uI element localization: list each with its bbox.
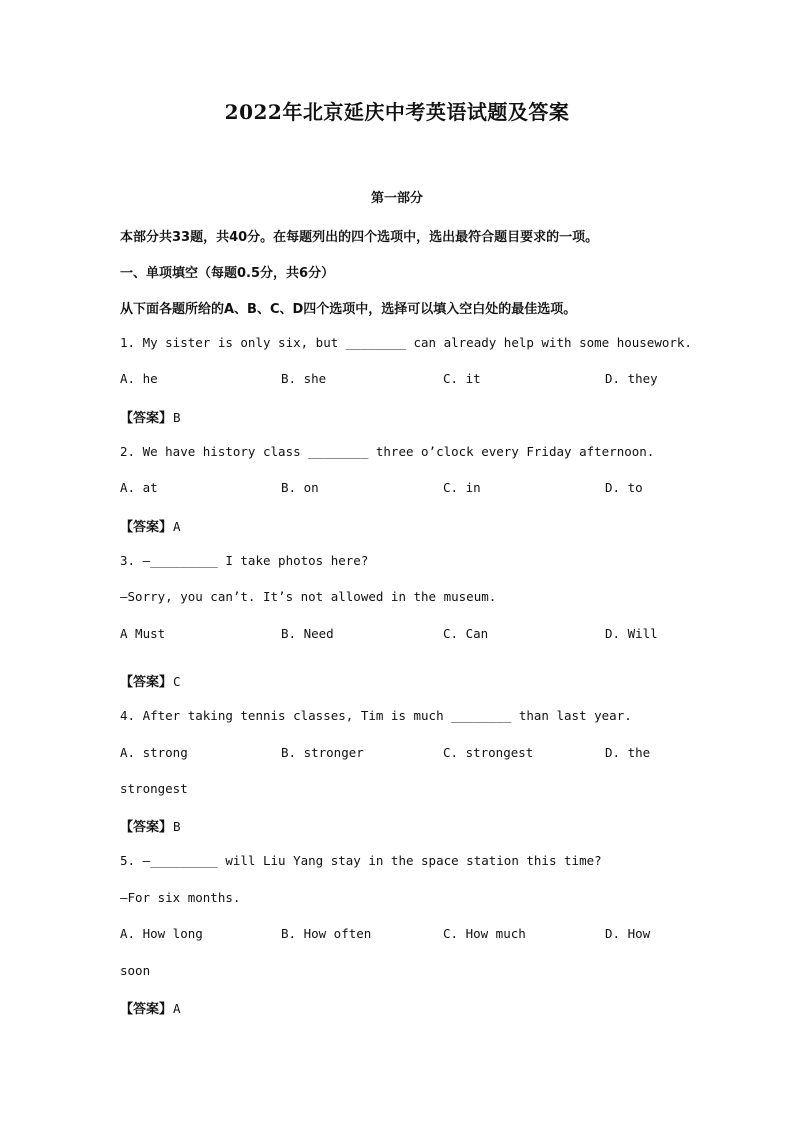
question-2-options xyxy=(120,480,680,498)
answer-value: B xyxy=(173,410,181,425)
option-c: C. in xyxy=(443,480,481,495)
option-c: C. strongest xyxy=(443,745,534,760)
answer-value: B xyxy=(173,819,181,834)
option-d: D. to xyxy=(605,480,643,495)
question-4-option-wrap: strongest xyxy=(120,781,188,796)
answer-label: 【答案】 xyxy=(120,675,173,690)
question-2-answer xyxy=(120,516,181,535)
option-a: A. strong xyxy=(120,745,188,760)
answer-value: A xyxy=(173,1001,181,1016)
option-b: B. on xyxy=(281,480,319,495)
answer-label: 【答案】 xyxy=(120,820,173,835)
option-b: B. How often xyxy=(281,926,372,941)
option-b: B. stronger xyxy=(281,745,364,760)
option-c: C. it xyxy=(443,371,481,386)
answer-value: A xyxy=(173,519,181,534)
question-5-options xyxy=(120,926,680,944)
option-d: D. they xyxy=(605,371,658,386)
question-4-answer xyxy=(120,816,181,835)
option-b: B. Need xyxy=(281,626,334,641)
option-a: A. How long xyxy=(120,926,203,941)
question-3-options xyxy=(120,626,680,644)
answer-value: C xyxy=(173,674,181,689)
part-heading: 一、单项填空（每题0.5分，共6分） xyxy=(120,266,335,281)
part-instruction: 从下面各题所给的A、B、C、D四个选项中，选择可以填入空白处的最佳选项。 xyxy=(120,302,577,317)
question-2-stem: 2. We have history class ________ three o’clock every Friday afternoon. xyxy=(120,444,655,459)
question-3-reply: —Sorry, you can’t. It’s not allowed in the museum. xyxy=(120,589,497,604)
question-1-answer xyxy=(120,407,181,426)
question-3-answer xyxy=(120,671,181,690)
answer-label: 【答案】 xyxy=(120,411,173,426)
question-5-stem: 5. —_________ will Liu Yang stay in the space station this time? xyxy=(120,853,602,868)
option-d: D. the xyxy=(605,745,651,760)
question-3-stem: 3. —_________ I take photos here? xyxy=(120,553,369,568)
option-d: D. How xyxy=(605,926,651,941)
option-b: B. she xyxy=(281,371,327,386)
question-4-stem: 4. After taking tennis classes, Tim is much ________ than last year. xyxy=(120,708,632,723)
section-heading: 第一部分 xyxy=(370,191,423,206)
question-1-stem: 1. My sister is only six, but ________ can already help with some housework. xyxy=(120,335,692,350)
option-a: A. he xyxy=(120,371,158,386)
question-1-options xyxy=(120,371,680,389)
answer-label: 【答案】 xyxy=(120,1002,173,1017)
option-a: A. at xyxy=(120,480,158,495)
answer-label: 【答案】 xyxy=(120,520,173,535)
question-4-options xyxy=(120,745,680,763)
page-title: 2022年北京延庆中考英语试题及答案 xyxy=(224,100,570,124)
question-5-reply: —For six months. xyxy=(120,890,241,905)
option-a: A Must xyxy=(120,626,166,641)
intro-text: 本部分共33题，共40分。在每题列出的四个选项中，选出最符合题目要求的一项。 xyxy=(120,230,599,245)
option-c: C. Can xyxy=(443,626,489,641)
option-c: C. How much xyxy=(443,926,526,941)
question-5-option-wrap: soon xyxy=(120,963,151,978)
question-5-answer xyxy=(120,998,181,1017)
option-d: D. Will xyxy=(605,626,658,641)
